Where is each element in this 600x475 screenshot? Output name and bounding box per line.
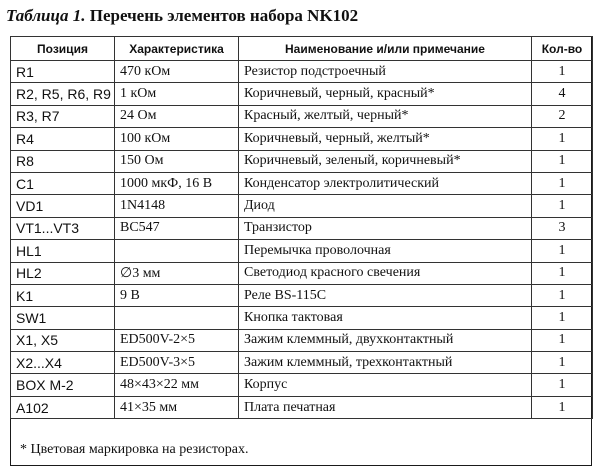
cell-name: Конденсатор электролитический (239, 172, 532, 194)
header-name: Наименование и/или примечание (239, 37, 532, 61)
cell-position: A102 (11, 396, 115, 418)
cell-name: Светодиод красного свечения (239, 262, 532, 284)
cell-qty: 1 (532, 396, 593, 418)
cell-qty: 1 (532, 240, 593, 262)
cell-qty: 1 (532, 262, 593, 284)
table-footnote: * Цветовая маркировка на резисторах. (20, 442, 249, 457)
table-row (11, 61, 593, 83)
cell-qty: 1 (532, 128, 593, 150)
cell-name: Коричневый, зеленый, коричневый* (239, 150, 532, 172)
cell-name: Зажим клеммный, трехконтактный (239, 352, 532, 374)
cell-qty: 4 (532, 83, 593, 105)
cell-name: Перемычка проволочная (239, 240, 532, 262)
cell-qty: 1 (532, 150, 593, 172)
cell-position: VD1 (11, 195, 115, 217)
cell-characteristic: ED500V-2×5 (115, 329, 239, 351)
header-characteristic: Характеристика (115, 37, 239, 61)
cell-qty: 1 (532, 195, 593, 217)
cell-position: K1 (11, 284, 115, 306)
cell-position: R1 (11, 61, 115, 83)
table-row (11, 352, 593, 374)
cell-name: Коричневый, черный, желтый* (239, 128, 532, 150)
cell-characteristic: BC547 (115, 217, 239, 239)
table-header-row (11, 37, 593, 61)
table-row (11, 307, 593, 329)
cell-characteristic: 41×35 мм (115, 396, 239, 418)
table-row (11, 284, 593, 306)
cell-name: Красный, желтый, черный* (239, 105, 532, 127)
cell-name: Зажим клеммный, двухконтактный (239, 329, 532, 351)
table-row (11, 105, 593, 127)
table-title-text: Перечень элементов набора NK102 (89, 6, 359, 25)
table-row (11, 172, 593, 194)
cell-name: Корпус (239, 374, 532, 396)
cell-characteristic: ∅3 мм (115, 262, 239, 284)
cell-name: Диод (239, 195, 532, 217)
cell-position: X2...X4 (11, 352, 115, 374)
table-row (11, 329, 593, 351)
page-title (6, 5, 358, 27)
cell-characteristic: 1 кОм (115, 83, 239, 105)
cell-position: HL1 (11, 240, 115, 262)
table-row (11, 240, 593, 262)
table-number-label: Таблица 1. (6, 6, 86, 25)
cell-position: R3, R7 (11, 105, 115, 127)
cell-qty: 3 (532, 217, 593, 239)
table-row (11, 374, 593, 396)
cell-characteristic: 24 Ом (115, 105, 239, 127)
cell-characteristic: 9 В (115, 284, 239, 306)
cell-characteristic: 100 кОм (115, 128, 239, 150)
cell-name: Резистор подстроечный (239, 61, 532, 83)
table-row (11, 262, 593, 284)
cell-name: Коричневый, черный, красный* (239, 83, 532, 105)
cell-characteristic: 1N4148 (115, 195, 239, 217)
cell-position: R2, R5, R6, R9 (11, 83, 115, 105)
components-table (10, 36, 593, 419)
cell-position: SW1 (11, 307, 115, 329)
cell-qty: 1 (532, 352, 593, 374)
table-row (11, 128, 593, 150)
header-qty: Кол-во (532, 37, 593, 61)
table-row (11, 150, 593, 172)
table-row (11, 195, 593, 217)
cell-qty: 1 (532, 374, 593, 396)
cell-position: C1 (11, 172, 115, 194)
cell-characteristic: ED500V-3×5 (115, 352, 239, 374)
cell-position: R8 (11, 150, 115, 172)
cell-qty: 1 (532, 61, 593, 83)
cell-name: Плата печатная (239, 396, 532, 418)
cell-qty: 1 (532, 284, 593, 306)
cell-characteristic: 1000 мкФ, 16 В (115, 172, 239, 194)
cell-position: X1, X5 (11, 329, 115, 351)
cell-characteristic: 48×43×22 мм (115, 374, 239, 396)
cell-position: R4 (11, 128, 115, 150)
cell-position: HL2 (11, 262, 115, 284)
table-row (11, 83, 593, 105)
cell-name: Кнопка тактовая (239, 307, 532, 329)
cell-qty: 1 (532, 307, 593, 329)
cell-characteristic (115, 240, 239, 262)
cell-characteristic: 150 Ом (115, 150, 239, 172)
cell-position: BOX M-2 (11, 374, 115, 396)
table-row (11, 396, 593, 418)
cell-qty: 1 (532, 329, 593, 351)
cell-qty: 2 (532, 105, 593, 127)
cell-name: Реле BS-115C (239, 284, 532, 306)
cell-position: VT1...VT3 (11, 217, 115, 239)
cell-characteristic: 470 кОм (115, 61, 239, 83)
table-row (11, 217, 593, 239)
cell-qty: 1 (532, 172, 593, 194)
header-position: Позиция (11, 37, 115, 61)
cell-characteristic (115, 307, 239, 329)
cell-name: Транзистор (239, 217, 532, 239)
